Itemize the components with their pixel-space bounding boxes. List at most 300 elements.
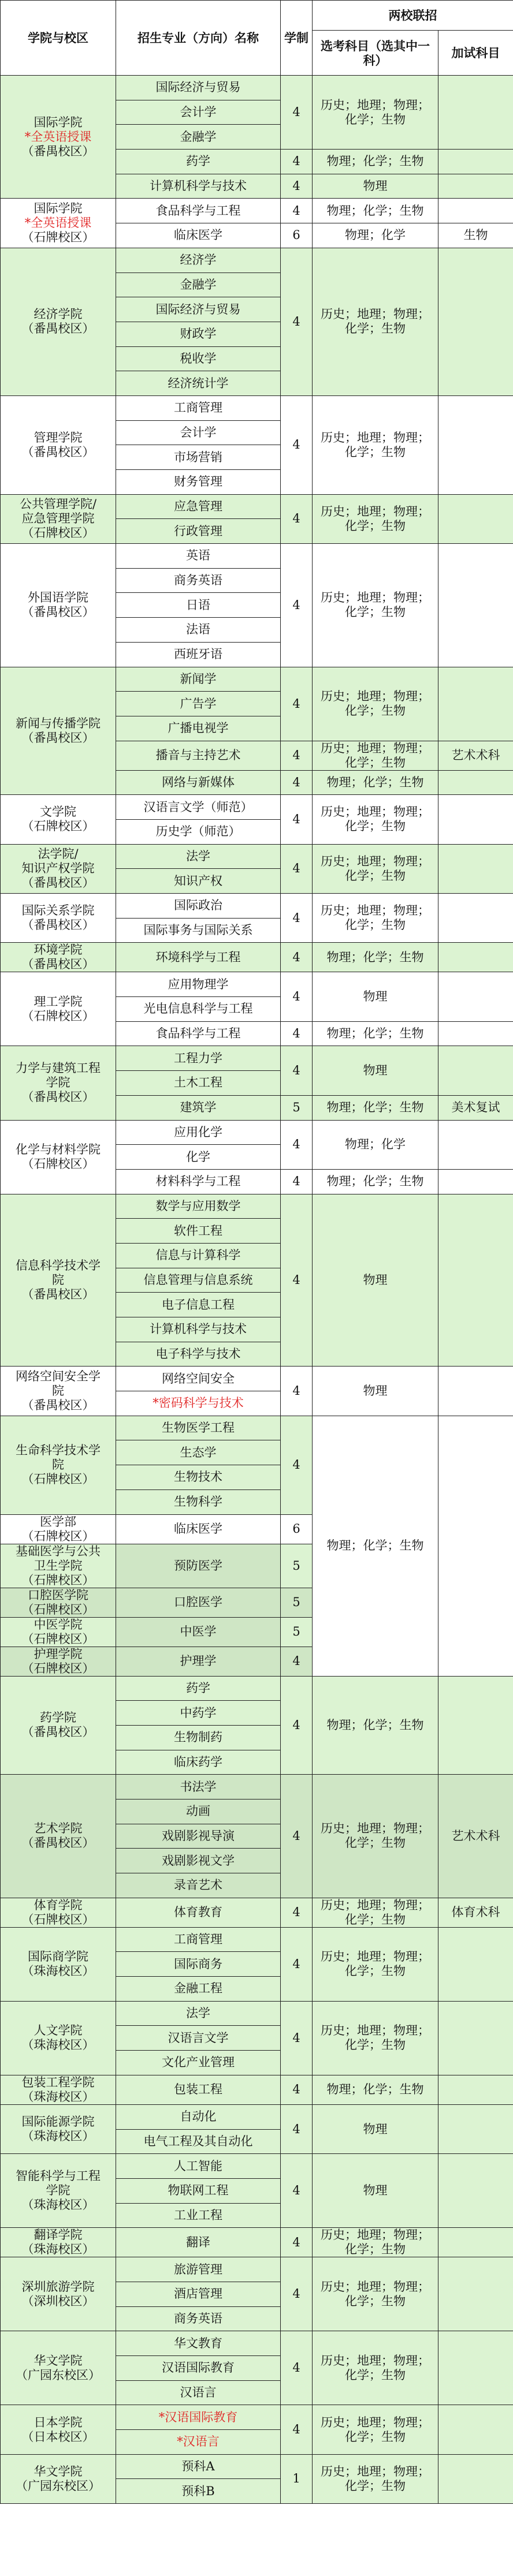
major-cell: 工程力学	[116, 1046, 281, 1071]
table-row	[1, 2257, 513, 2282]
table-row	[1, 972, 513, 997]
major-cell: 生物制药	[116, 1725, 281, 1750]
table-row	[1, 1775, 513, 1800]
school-line: 国际关系学院	[21, 904, 95, 918]
subjects-cell: 物理	[313, 1367, 438, 1416]
years-cell: 4	[281, 2331, 313, 2405]
subjects-cell: 物理；化学；生物	[313, 199, 438, 223]
school-line: 卫生学院	[34, 1558, 83, 1573]
major-cell: 法语	[116, 618, 281, 643]
school-line: （石牌校区）	[21, 1529, 95, 1543]
subjects-cell: 物理；化学；生物	[313, 1416, 438, 1676]
school-line: （珠海校区）	[21, 2129, 95, 2143]
major-cell: 新闻学	[116, 667, 281, 692]
major-cell: 中药学	[116, 1701, 281, 1726]
major-cell: 信息管理与信息系统	[116, 1268, 281, 1293]
major-cell: 财政学	[116, 322, 281, 346]
major-cell: 临床医学	[116, 1514, 281, 1544]
school-cell	[1, 894, 116, 943]
table-row	[1, 2405, 513, 2430]
school-line: 国际商学院	[28, 1950, 88, 1964]
subjects-cell: 历史；地理；物理；化学；生物	[313, 2454, 438, 2503]
extra-cell	[438, 248, 513, 395]
school-cell	[1, 2001, 116, 2075]
subjects-cell: 历史；地理；物理；化学；生物	[313, 248, 438, 395]
school-line: 日本学院	[34, 2415, 83, 2429]
subjects-cell: 历史；地理；物理；化学；生物	[313, 795, 438, 844]
table-row	[1, 795, 513, 820]
years-cell: 4	[281, 1021, 313, 1046]
major-cell: 生物医学工程	[116, 1416, 281, 1440]
years-cell: 4	[281, 943, 313, 972]
table-row	[1, 2454, 513, 2479]
major-cell: 软件工程	[116, 1219, 281, 1244]
years-cell: 5	[281, 1095, 313, 1120]
school-cell	[1, 199, 116, 248]
school-cell	[1, 1514, 116, 1544]
school-cell	[1, 1416, 116, 1514]
subjects-cell: 历史；地理；物理；化学；生物	[313, 2331, 438, 2405]
school-line: 口腔医学院	[28, 1588, 88, 1602]
major-cell: 会计学	[116, 420, 281, 445]
school-line: 新闻与传播学院	[16, 716, 101, 730]
extra-cell	[438, 2154, 513, 2228]
school-line: 护理学院	[34, 1647, 83, 1661]
table-row	[1, 1898, 513, 1927]
years-cell: 4	[281, 1169, 313, 1194]
major-cell: 体育教育	[116, 1898, 281, 1927]
school-line: 国际能源学院	[21, 2115, 95, 2129]
major-cell: 中医学	[116, 1617, 281, 1647]
school-cell	[1, 1544, 116, 1588]
major-cell: 临床医学	[116, 223, 281, 248]
school-cell	[1, 2075, 116, 2104]
school-cell	[1, 1775, 116, 1898]
table-row	[1, 199, 513, 223]
major-cell: 数学与应用数学	[116, 1194, 281, 1219]
major-cell: 录音艺术	[116, 1873, 281, 1898]
major-cell: 网络空间安全	[116, 1367, 281, 1391]
years-cell: 4	[281, 2405, 313, 2454]
years-cell: 1	[281, 2454, 313, 2503]
major-cell: 生态学	[116, 1440, 281, 1465]
table-row	[1, 943, 513, 972]
major-cell: 西班牙语	[116, 642, 281, 667]
major-cell: 材料科学与工程	[116, 1169, 281, 1194]
major-cell: 广播电视学	[116, 716, 281, 741]
extra-cell	[438, 1367, 513, 1416]
school-line: （石牌校区）	[21, 230, 95, 245]
school-line: （番禺校区）	[21, 445, 95, 459]
subjects-cell: 物理；化学	[313, 223, 438, 248]
school-cell	[1, 1046, 116, 1120]
school-line: （番禺校区）	[21, 957, 95, 972]
table-row	[1, 2228, 513, 2257]
school-line: 经济学院	[34, 307, 83, 322]
table-row	[1, 1194, 513, 1219]
major-cell: 电子科学与技术	[116, 1342, 281, 1367]
major-cell: 国际政治	[116, 894, 281, 919]
major-cell: 会计学	[116, 100, 281, 125]
school-line: （番禺校区）	[21, 1090, 95, 1104]
school-line: （番禺校区）	[21, 1725, 95, 1739]
table-row	[1, 1120, 513, 1145]
major-cell: 电气工程及其自动化	[116, 2129, 281, 2154]
extra-cell	[438, 2228, 513, 2257]
school-line: 学院	[46, 2183, 70, 2198]
major-cell: 文化产业管理	[116, 2051, 281, 2075]
school-line: （石牌校区）	[21, 1157, 95, 1171]
school-cell	[1, 972, 116, 1046]
extra-cell: 艺术术科	[438, 741, 513, 770]
extra-cell	[438, 76, 513, 150]
school-cell	[1, 1194, 116, 1367]
subjects-cell: 历史；地理；物理；化学；生物	[313, 494, 438, 543]
major-cell: 生物科学	[116, 1489, 281, 1514]
school-cell	[1, 1367, 116, 1416]
major-cell: 法学	[116, 2001, 281, 2026]
major-cell: 戏剧影视文学	[116, 1849, 281, 1873]
school-cell	[1, 2405, 116, 2454]
extra-cell	[438, 667, 513, 741]
major-cell: 日语	[116, 593, 281, 618]
major-cell: 人工智能	[116, 2154, 281, 2179]
school-line: （珠海校区）	[21, 2198, 95, 2212]
school-line: （珠海校区）	[21, 2242, 95, 2257]
major-cell: 临床药学	[116, 1750, 281, 1775]
school-line: （番禺校区）	[21, 605, 95, 619]
school-line: （番禺校区）	[21, 918, 95, 932]
extra-cell: 体育术科	[438, 1898, 513, 1927]
school-line: 医学部	[40, 1514, 76, 1529]
school-line: 院	[52, 1458, 64, 1472]
major-cell: 应用物理学	[116, 972, 281, 997]
school-line: 院	[52, 1272, 64, 1287]
major-cell: 食品科学与工程	[116, 199, 281, 223]
subjects-cell: 历史；地理；物理；化学；生物	[313, 395, 438, 494]
extra-cell: 艺术术科	[438, 1775, 513, 1898]
table-row	[1, 667, 513, 692]
table-row	[1, 2104, 513, 2129]
years-cell: 5	[281, 1617, 313, 1647]
years-cell: 4	[281, 1775, 313, 1898]
school-cell	[1, 1898, 116, 1927]
major-cell: 信息与计算科学	[116, 1243, 281, 1268]
subjects-cell: 物理；化学；生物	[313, 943, 438, 972]
subjects-cell: 物理	[313, 2104, 438, 2153]
school-line: 管理学院	[34, 430, 83, 445]
extra-cell	[438, 2405, 513, 2454]
school-line: 深圳旅游学院	[21, 2279, 95, 2294]
subjects-cell: 物理；化学；生物	[313, 150, 438, 174]
subjects-cell: 历史；地理；物理；化学；生物	[313, 894, 438, 943]
school-line: 华文学院	[34, 2464, 83, 2478]
major-cell: 建筑学	[116, 1095, 281, 1120]
school-line: 艺术学院	[34, 1821, 83, 1836]
subjects-cell: 物理	[313, 1194, 438, 1367]
school-line: 国际学院	[34, 115, 83, 129]
extra-cell	[438, 1021, 513, 1046]
table-row	[1, 395, 513, 420]
school-line: （番禺校区）	[21, 1287, 95, 1301]
school-line: 国际学院	[34, 201, 83, 216]
school-cell	[1, 76, 116, 199]
major-cell: 戏剧影视导演	[116, 1824, 281, 1849]
major-cell: 金融工程	[116, 1977, 281, 2002]
school-line: 学院	[46, 1076, 70, 1090]
years-cell: 4	[281, 494, 313, 543]
subjects-cell: 历史；地理；物理；化学；生物	[313, 76, 438, 150]
school-line: （番禺校区）	[21, 730, 95, 745]
major-cell: 播音与主持艺术	[116, 741, 281, 770]
extra-cell	[438, 1046, 513, 1095]
table-body	[1, 76, 513, 2504]
header-choose-subjects: 选考科目（选其中一科）	[313, 31, 438, 76]
school-line: 法学院/	[38, 847, 79, 861]
major-cell: 商务英语	[116, 568, 281, 593]
major-cell: 广告学	[116, 692, 281, 716]
school-line: 知识产权学院	[21, 861, 95, 876]
years-cell: 4	[281, 894, 313, 943]
school-cell	[1, 795, 116, 844]
school-line: （深圳校区）	[21, 2294, 95, 2308]
school-cell	[1, 1676, 116, 1775]
years-cell: 4	[281, 76, 313, 150]
major-cell: 包装工程	[116, 2075, 281, 2104]
extra-cell: 生物	[438, 223, 513, 248]
school-cell	[1, 494, 116, 543]
school-line: 信息科学技术学	[16, 1258, 101, 1272]
school-line: 力学与建筑工程	[16, 1061, 101, 1076]
table-row	[1, 76, 513, 100]
major-cell: 国际经济与贸易	[116, 76, 281, 100]
extra-cell	[438, 2331, 513, 2405]
major-cell: 汉语言文学	[116, 2026, 281, 2051]
school-line: 院	[52, 1384, 64, 1398]
table-row	[1, 844, 513, 869]
major-cell: 生物技术	[116, 1465, 281, 1490]
school-cell	[1, 844, 116, 893]
subjects-cell: 物理；化学	[313, 1120, 438, 1169]
years-cell: 4	[281, 174, 313, 199]
table-row	[1, 544, 513, 569]
school-cell	[1, 1927, 116, 2001]
years-cell: 4	[281, 2154, 313, 2228]
extra-cell	[438, 199, 513, 223]
extra-cell	[438, 544, 513, 667]
extra-cell	[438, 844, 513, 893]
years-cell: 4	[281, 2257, 313, 2331]
school-line: （石牌校区）	[21, 1912, 95, 1927]
header-years: 学制	[281, 1, 313, 76]
extra-cell	[438, 1416, 513, 1676]
years-cell: 4	[281, 1927, 313, 2001]
years-cell: 4	[281, 248, 313, 395]
extra-cell	[438, 1676, 513, 1775]
years-cell: 4	[281, 395, 313, 494]
subjects-cell: 物理	[313, 972, 438, 1021]
major-cell: 法学	[116, 844, 281, 869]
school-line: 包装工程学院	[21, 2075, 95, 2089]
extra-cell	[438, 2001, 513, 2075]
table-row	[1, 1676, 513, 1701]
school-cell	[1, 667, 116, 795]
subjects-cell: 物理	[313, 1046, 438, 1095]
school-cell	[1, 943, 116, 972]
school-line: 药学院	[40, 1711, 76, 1725]
major-cell: 电子信息工程	[116, 1293, 281, 1317]
subjects-cell: 历史；地理；物理；化学；生物	[313, 2228, 438, 2257]
table-row	[1, 248, 513, 272]
extra-cell	[438, 1927, 513, 2001]
major-cell: 商务英语	[116, 2306, 281, 2331]
subjects-cell: 物理；化学；生物	[313, 1021, 438, 1046]
subjects-cell: 物理；化学；生物	[313, 1095, 438, 1120]
major-cell: 工商管理	[116, 395, 281, 420]
header-joint: 两校联招	[313, 1, 513, 31]
major-cell: 物联网工程	[116, 2178, 281, 2203]
extra-cell	[438, 174, 513, 199]
subjects-cell: 物理；化学；生物	[313, 1676, 438, 1775]
school-line: 外国语学院	[28, 591, 88, 605]
major-cell: 财务管理	[116, 470, 281, 495]
school-line: 文学院	[40, 805, 76, 819]
subjects-cell: 历史；地理；物理；化学；生物	[313, 2001, 438, 2075]
major-cell: 网络与新媒体	[116, 770, 281, 795]
years-cell: 4	[281, 2228, 313, 2257]
years-cell: 6	[281, 1514, 313, 1544]
school-line: （珠海校区）	[21, 1964, 95, 1978]
years-cell: 4	[281, 1416, 313, 1514]
school-cell	[1, 2104, 116, 2153]
school-cell	[1, 2331, 116, 2405]
years-cell: 4	[281, 844, 313, 893]
years-cell: 4	[281, 544, 313, 667]
subjects-cell: 历史；地理；物理；化学；生物	[313, 741, 438, 770]
extra-cell	[438, 494, 513, 543]
subjects-cell: 物理	[313, 174, 438, 199]
school-line: *全英语授课	[24, 216, 92, 230]
extra-cell: 美术复试	[438, 1095, 513, 1120]
school-cell	[1, 395, 116, 494]
years-cell: 4	[281, 795, 313, 844]
table-row	[1, 1367, 513, 1391]
years-cell: 4	[281, 1647, 313, 1676]
school-line: （石牌校区）	[21, 1573, 95, 1587]
subjects-cell: 物理；化学；生物	[313, 770, 438, 795]
extra-cell	[438, 2075, 513, 2104]
major-cell: 工业工程	[116, 2203, 281, 2228]
extra-cell	[438, 1120, 513, 1169]
school-line: 应急管理学院	[21, 512, 95, 526]
major-cell: 预防医学	[116, 1544, 281, 1588]
school-cell	[1, 1120, 116, 1194]
major-cell: 口腔医学	[116, 1588, 281, 1617]
major-cell: 金融学	[116, 125, 281, 150]
major-cell: 药学	[116, 150, 281, 174]
major-cell: 经济学	[116, 248, 281, 272]
major-cell: 预科B	[116, 2479, 281, 2504]
table-row	[1, 494, 513, 519]
subjects-cell: 物理；化学；生物	[313, 2075, 438, 2104]
major-cell: 华文教育	[116, 2331, 281, 2356]
school-line: 基础医学与公共	[16, 1544, 101, 1558]
years-cell: 5	[281, 1544, 313, 1588]
extra-cell	[438, 894, 513, 943]
school-line: （广园东校区）	[16, 2478, 101, 2493]
school-cell	[1, 1647, 116, 1676]
extra-cell	[438, 2104, 513, 2153]
school-cell	[1, 1588, 116, 1617]
major-cell: 环境科学与工程	[116, 943, 281, 972]
major-cell: 英语	[116, 544, 281, 569]
extra-cell	[438, 795, 513, 844]
major-cell: 工商管理	[116, 1927, 281, 1952]
school-line: 生命科学技术学	[16, 1443, 101, 1458]
school-line: （番禺校区）	[21, 322, 95, 336]
major-cell: 光电信息科学与工程	[116, 997, 281, 1022]
school-line: （石牌校区）	[21, 1472, 95, 1487]
table-row	[1, 2075, 513, 2104]
years-cell: 4	[281, 1120, 313, 1169]
table-row	[1, 2331, 513, 2356]
school-line: （日本校区）	[21, 2429, 95, 2444]
years-cell: 4	[281, 1676, 313, 1775]
school-line: （珠海校区）	[21, 2089, 95, 2104]
extra-cell	[438, 770, 513, 795]
school-line: 华文学院	[34, 2353, 83, 2368]
header-extra-subjects: 加试科目	[438, 31, 513, 76]
major-cell: 自动化	[116, 2104, 281, 2129]
years-cell: 4	[281, 2075, 313, 2104]
header-school: 学院与校区	[1, 1, 116, 76]
major-cell: 动画	[116, 1799, 281, 1824]
school-cell	[1, 2257, 116, 2331]
school-line: （石牌校区）	[21, 1009, 95, 1023]
years-cell: 4	[281, 1898, 313, 1927]
major-cell: 税收学	[116, 346, 281, 371]
subjects-cell: 历史；地理；物理；化学；生物	[313, 1927, 438, 2001]
table-row	[1, 894, 513, 919]
school-line: （番禺校区）	[21, 1398, 95, 1413]
major-cell: 旅游管理	[116, 2257, 281, 2282]
years-cell: 4	[281, 1367, 313, 1416]
school-line: 人文学院	[34, 2024, 83, 2038]
years-cell: 4	[281, 2001, 313, 2075]
school-line: 体育学院	[34, 1898, 83, 1912]
subjects-cell: 历史；地理；物理；化学；生物	[313, 1898, 438, 1927]
school-line: *全英语授课	[24, 129, 92, 144]
school-line: （番禺校区）	[21, 1836, 95, 1850]
school-line: （石牌校区）	[21, 1632, 95, 1646]
table-row	[1, 1046, 513, 1071]
school-line: （广园东校区）	[16, 2368, 101, 2382]
school-cell	[1, 2454, 116, 2503]
school-line: （石牌校区）	[21, 1602, 95, 1616]
subjects-cell: 历史；地理；物理；化学；生物	[313, 544, 438, 667]
extra-cell	[438, 395, 513, 494]
extra-cell	[438, 972, 513, 1021]
years-cell: 4	[281, 199, 313, 223]
major-cell: 土木工程	[116, 1071, 281, 1096]
table-row	[1, 1927, 513, 1952]
major-cell: 金融学	[116, 272, 281, 297]
school-line: （石牌校区）	[21, 1661, 95, 1675]
major-cell: 酒店管理	[116, 2282, 281, 2306]
school-line: 网络空间安全学	[16, 1369, 101, 1384]
years-cell: 4	[281, 1194, 313, 1367]
school-line: 环境学院	[34, 943, 83, 957]
